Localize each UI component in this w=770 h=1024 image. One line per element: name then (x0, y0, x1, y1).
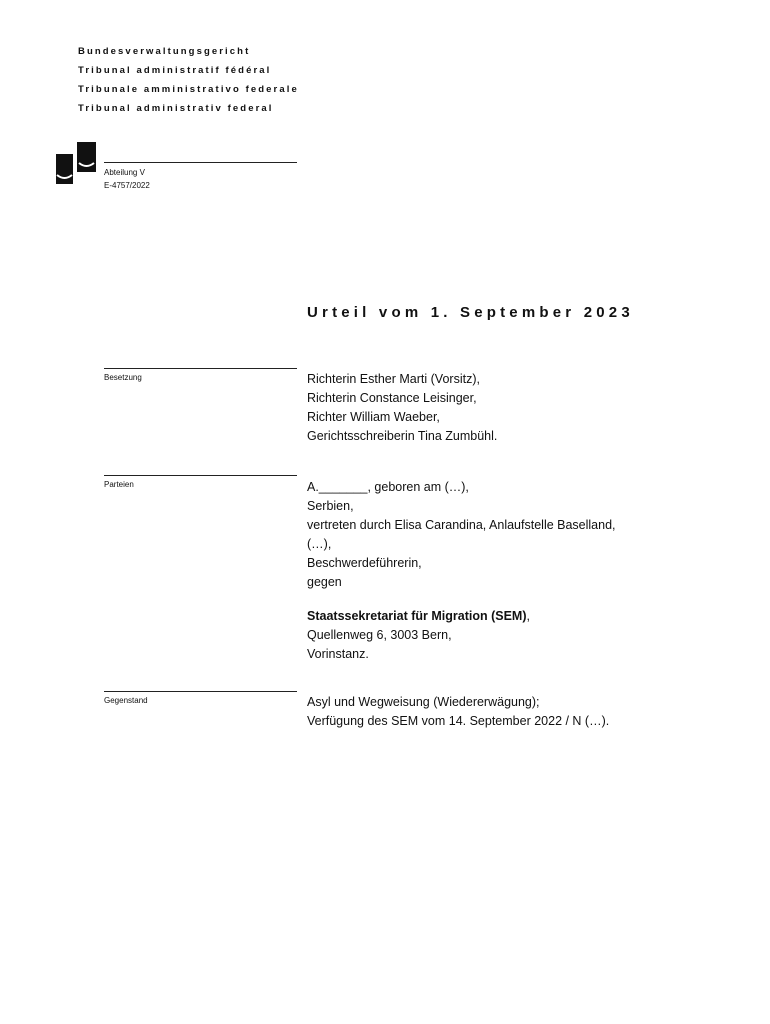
composition-body (307, 370, 497, 446)
header-divider (104, 162, 297, 163)
court-name-it: Tribunale amministrativo federale (78, 84, 299, 95)
composition-line: Gerichtsschreiberin Tina Zumbühl. (307, 429, 498, 443)
subject-divider (104, 691, 297, 692)
appellant-line: (…), (307, 537, 332, 551)
subject-line: Asyl und Wegweisung (Wiedererwägung); (307, 695, 540, 709)
appellant-line: vertreten durch Elisa Carandina, Anlaufstelle Baselland, (307, 518, 616, 532)
respondent-line: Quellenweg 6, 3003 Bern, (307, 628, 452, 642)
composition-line: Richterin Esther Marti (Vorsitz), (307, 372, 480, 386)
appellant-line: gegen (307, 575, 342, 589)
respondent-name: Staatssekretariat für Migration (SEM) (307, 609, 527, 623)
court-name-rm: Tribunal administrativ federal (78, 103, 274, 114)
appellant-line: Beschwerdeführerin, (307, 556, 422, 570)
subject-label: Gegenstand (104, 696, 148, 705)
composition-label: Besetzung (104, 373, 142, 382)
respondent-name-line (307, 607, 616, 626)
court-name-de: Bundesverwaltungsgericht (78, 46, 251, 57)
composition-line: Richter William Waeber, (307, 410, 440, 424)
appellant-line: Serbien, (307, 499, 354, 513)
composition-line: Richterin Constance Leisinger, (307, 391, 477, 405)
subject-line: Verfügung des SEM vom 14. September 2022 / N (…). (307, 714, 610, 728)
court-name-fr: Tribunal administratif fédéral (78, 65, 272, 76)
parties-label: Parteien (104, 480, 134, 489)
subject-body (307, 693, 609, 731)
parties-divider (104, 475, 297, 476)
parties-body (307, 478, 616, 664)
case-meta (104, 167, 150, 192)
composition-divider (104, 368, 297, 369)
division-label: Abteilung V (104, 168, 145, 177)
court-logo-icon (56, 142, 96, 186)
court-names (78, 42, 299, 118)
respondent-name-suffix: , (526, 609, 530, 623)
case-number: E-4757/2022 (104, 180, 150, 190)
respondent-line: Vorinstanz. (307, 647, 369, 661)
judgment-title: Urteil vom 1. September 2023 (307, 304, 634, 321)
appellant-line: A._______, geboren am (…), (307, 480, 469, 494)
